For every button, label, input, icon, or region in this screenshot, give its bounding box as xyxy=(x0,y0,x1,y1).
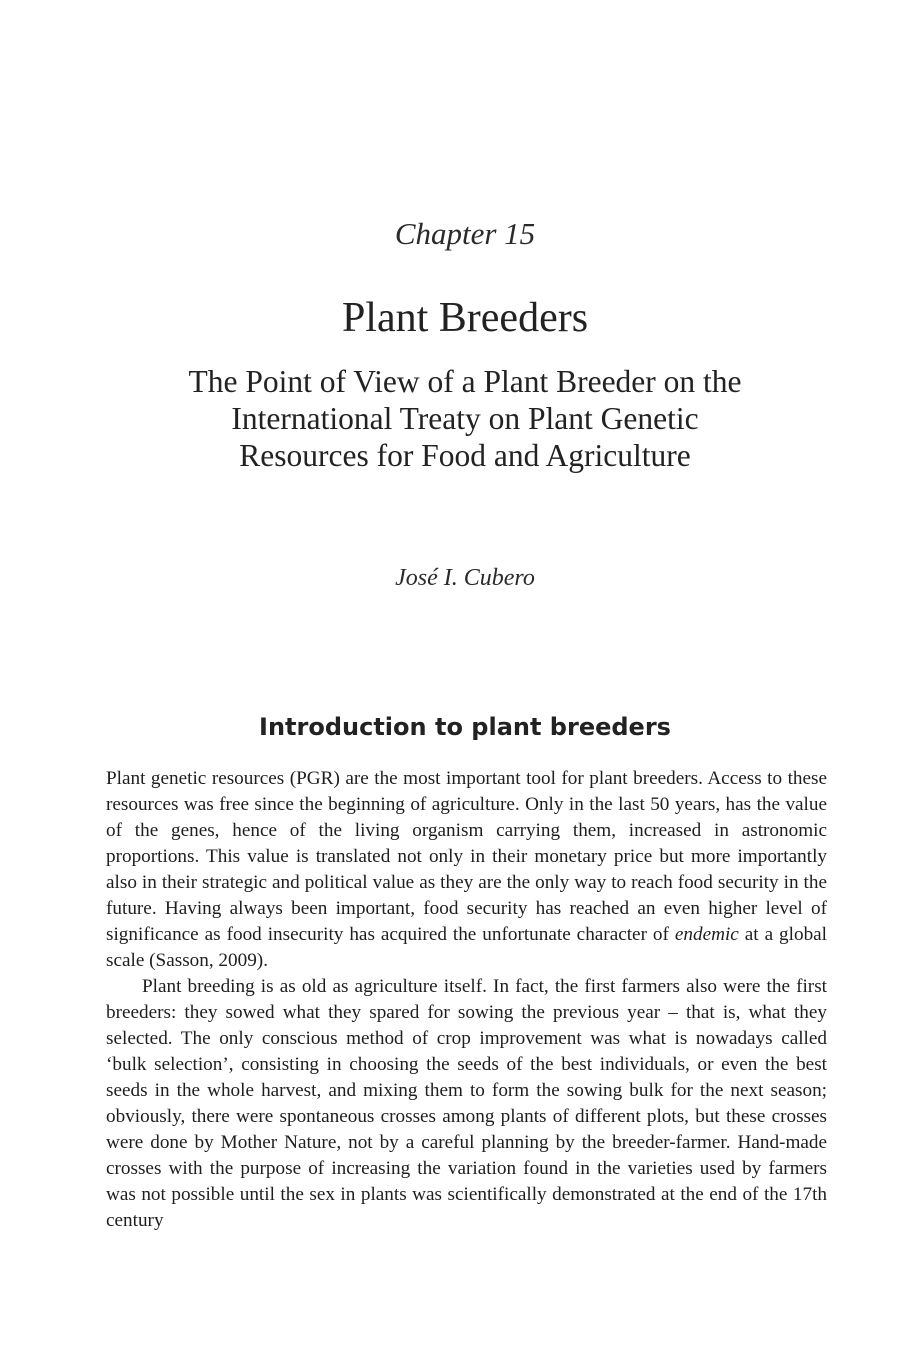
chapter-subtitle-line: The Point of View of a Plant Breeder on the xyxy=(188,364,742,399)
paragraph-2: Plant breeding is as old as agriculture itself. In fact, the first farmers also were the first breeders: they sowed what they spared for sowing the previous year – that is, what they selected. The only conscious method of crop improvement was what is nowadays called ‘bulk selection’, consisting in choosing the seeds of the best individuals, or even the best seeds in the whole harvest, and mixing them to form the sowing bulk for the next season; obviously, there were spontaneous crosses among plants of different plots, but these crosses were done by Mother Nature, not by a careful planning by the breeder-farmer. Hand-made crosses with the purpose of increasing the variation found in the varieties used by farmers was not possible until the sex in plants was scientifically demonstrated at the end of the 17th century xyxy=(106,976,827,1231)
chapter-subtitle-line: International Treaty on Plant Genetic xyxy=(231,401,699,436)
paragraph-1-text-start: Plant genetic resources (PGR) are the most important tool for plant breeders. Access to these resources was free since the beginning of agriculture. Only in the last 50 years, has the value of the genes, hence of the living organism carrying them, increased in astronomic proportions. This value is translated not only in their monetary price but more importantly also in their strategic and political value as they are the only way to reach food security in the future. Having always been important, food security has reached an even higher level of significance as food insecurity has acquired the unfortunate character of xyxy=(106,768,827,945)
section-heading: Introduction to plant breeders xyxy=(259,713,671,741)
chapter-label: Chapter 15 xyxy=(394,216,536,251)
chapter-title: Plant Breeders xyxy=(341,295,589,341)
chapter-subtitle xyxy=(120,363,810,474)
author-name: José I. Cubero xyxy=(395,565,535,591)
body-text xyxy=(106,766,827,1234)
chapter-subtitle-line: Resources for Food and Agriculture xyxy=(239,438,691,473)
paragraph-1-text-end: at a global scale (Sasson, 2009). xyxy=(106,924,828,971)
paragraph-1-emphasis: endemic xyxy=(674,924,739,945)
paragraph-1 xyxy=(106,766,827,974)
